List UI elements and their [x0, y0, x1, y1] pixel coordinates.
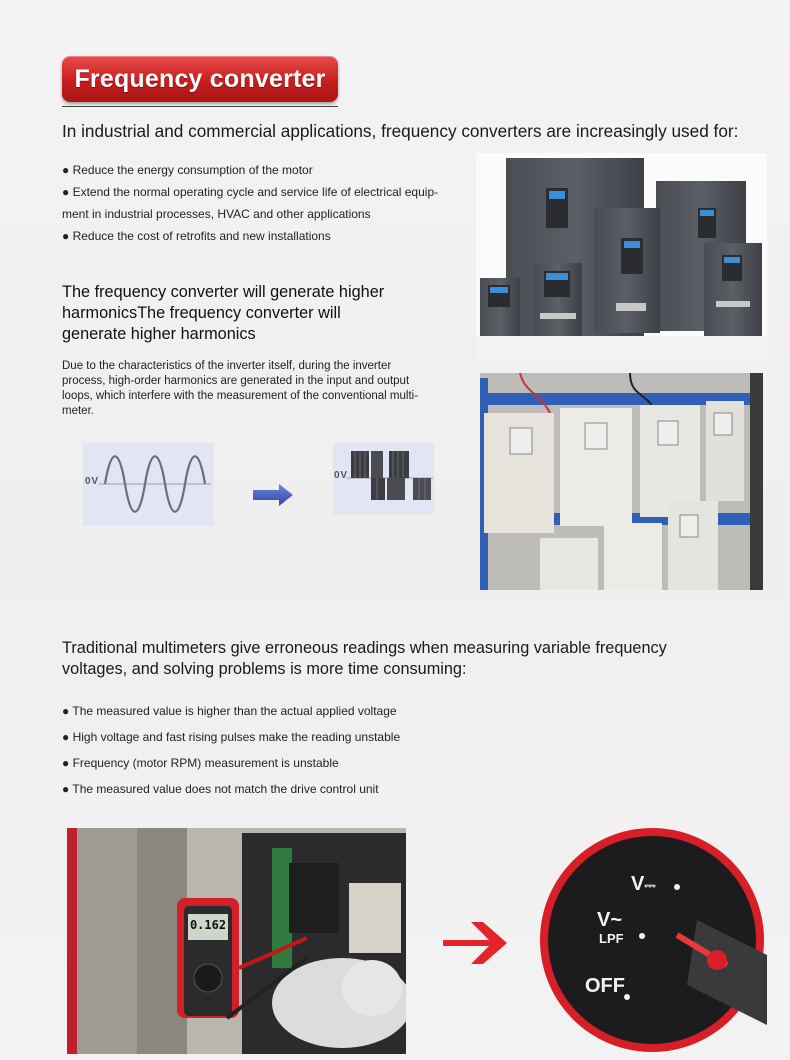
dc-symbol-icon: ⎓ — [644, 877, 656, 893]
list-item: ● Extend the normal operating cycle and service life of electrical equip- — [62, 185, 439, 199]
dial-closeup — [537, 825, 767, 1055]
traditional-heading — [62, 638, 742, 680]
dial-vdc-text: V — [631, 873, 645, 895]
harmonics-heading-line2: harmonicsThe frequency converter will — [62, 304, 341, 322]
sine-zero-label: 0 V — [85, 476, 98, 487]
harmonics-paragraph — [62, 359, 462, 419]
arrow-right-red-icon — [441, 918, 509, 973]
list-item: ● Reduce the cost of retrofits and new installations — [62, 229, 331, 243]
paragraph-line: loops, which interfere with the measurement of the conventional multi- — [62, 390, 419, 402]
dial-vac-label: V~ — [597, 909, 623, 931]
section-title: Frequency converter — [74, 65, 326, 93]
intro-text: In industrial and commercial applications, frequency converters are increasingly used for: — [62, 121, 739, 141]
dial-vdc-label — [631, 873, 656, 896]
problems-list — [62, 698, 562, 802]
list-item: ● The measured value is higher than the actual applied voltage — [62, 704, 397, 718]
converters-photo — [476, 153, 767, 358]
paragraph-line: process, high-order harmonics are generated in the input and output — [62, 375, 410, 387]
harmonics-heading — [62, 282, 442, 345]
list-item: ment in industrial processes, HVAC and other applications — [62, 207, 371, 221]
list-item: ● High voltage and fast rising pulses make the reading unstable — [62, 730, 401, 744]
title-divider — [62, 106, 338, 107]
dial-off-label: OFF — [585, 975, 625, 997]
paragraph-line: Due to the characteristics of the inverter itself, during the inverter — [62, 360, 392, 372]
harmonics-heading-line3: generate higher harmonics — [62, 325, 256, 343]
list-item: ● Frequency (motor RPM) measurement is unstable — [62, 756, 339, 770]
harmonics-heading-line1: The frequency converter will generate higher — [62, 283, 385, 301]
traditional-heading-line1: Traditional multimeters give erroneous readings when measuring variable frequency — [62, 639, 667, 657]
sine-wave-diagram — [83, 443, 214, 526]
multimeter-measurement-photo — [67, 828, 406, 1054]
section-title-badge — [62, 56, 338, 102]
list-item: ● The measured value does not match the drive control unit — [62, 782, 379, 796]
cabinet-photo — [480, 373, 763, 590]
pwm-wave-diagram — [333, 443, 434, 514]
list-item: ● Reduce the energy consumption of the motor — [62, 163, 313, 177]
dial-lpf-label: LPF — [599, 931, 624, 946]
arrow-right-icon — [253, 484, 293, 511]
uses-list — [62, 159, 462, 247]
meter-display-reading: 0.162 — [189, 918, 227, 932]
traditional-heading-line2: voltages, and solving problems is more time consuming: — [62, 660, 467, 678]
pwm-zero-label: 0 V — [334, 470, 347, 481]
paragraph-line: meter. — [62, 405, 94, 417]
